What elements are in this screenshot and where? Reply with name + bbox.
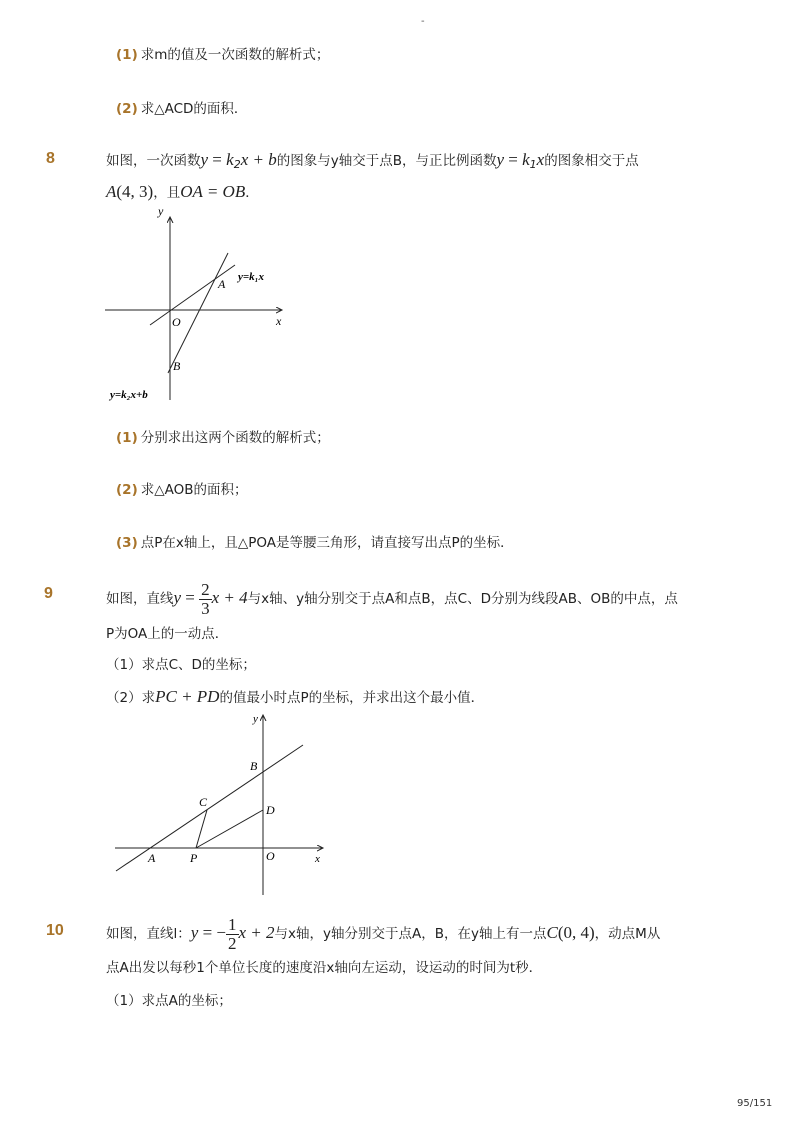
question-number-8: 8 — [46, 150, 55, 167]
math: = — [181, 588, 200, 607]
q7-part-1 — [116, 45, 329, 65]
q8-figure — [100, 205, 300, 405]
line2-label: y=k₂x+b — [110, 389, 148, 401]
fraction-denominator: 2 — [228, 933, 237, 953]
text: 如图，直线l： — [106, 926, 191, 942]
math: x — [536, 150, 545, 169]
question-number-9: 9 — [44, 585, 53, 602]
part-text: 分别求出这两个函数的解析式； — [140, 430, 330, 446]
q8-part-3 — [116, 533, 514, 553]
point-C-label: C — [199, 795, 208, 809]
q8-part-2 — [116, 480, 248, 500]
part-text: 求△ACD的面积． — [140, 101, 248, 117]
line-AB — [116, 745, 303, 871]
math: (4, 3) — [116, 182, 154, 201]
part-text: 求m的值及一次函数的解析式； — [140, 47, 330, 63]
point-A-label: A — [218, 277, 226, 291]
part-number: (1) — [116, 47, 138, 63]
q10-line-2: 点A出发以每秒1个单位长度的速度沿x轴向左运动，设运动的时间为t秒． — [106, 960, 543, 976]
math: = — [208, 150, 227, 169]
q7-part-2 — [116, 99, 247, 119]
text: 如图，一次函数 — [106, 153, 201, 169]
math: PC + PD — [155, 687, 220, 706]
q9-line-2: P为OA上的一动点． — [106, 626, 229, 642]
part-text: 求△AOB的面积； — [140, 482, 248, 498]
math: y — [173, 588, 182, 607]
q9-line-1 — [106, 578, 678, 619]
point-P-label: P — [190, 851, 198, 865]
math: OA = OB — [180, 182, 246, 201]
text: 的值最小时点P的坐标，并求出这个最小值． — [219, 690, 485, 706]
text: （2）求 — [106, 690, 156, 706]
math-subscript: 2 — [233, 158, 241, 171]
q9-part-2 — [106, 687, 484, 708]
page-number: 95/151 — [737, 1098, 773, 1109]
text: 的图象相交于点 — [544, 153, 639, 169]
text: 与x轴、y轴分别交于点A和点B，点C、D分别为线段AB、OB的中点，点 — [247, 591, 678, 607]
line1-label: y=k₁x — [238, 271, 264, 283]
math: x + 2 — [238, 923, 275, 942]
fraction-denominator: 3 — [201, 598, 210, 618]
text: ，且 — [153, 185, 181, 201]
part-number: (2) — [116, 101, 138, 117]
part-number: (2) — [116, 482, 138, 498]
fraction — [199, 581, 212, 618]
text: 与x轴，y轴分别交于点A，B，在y轴上有一点 — [274, 926, 547, 942]
header-mark: - — [421, 16, 425, 27]
text: 的图象与y轴交于点B，与正比例函数 — [276, 153, 497, 169]
point-B-label: B — [173, 359, 181, 373]
origin-label: O — [266, 849, 275, 863]
q8-part-1 — [116, 428, 330, 448]
line-y-k1x — [150, 265, 235, 325]
part-number: (1) — [116, 430, 138, 446]
math: y — [200, 150, 209, 169]
q8-line-1 — [106, 150, 639, 175]
q9-figure — [110, 710, 330, 895]
fraction — [226, 916, 239, 953]
text: ，动点M从 — [594, 926, 661, 942]
math: k — [522, 150, 530, 169]
y-axis-label: y — [158, 205, 164, 218]
math: x + b — [240, 150, 277, 169]
math: y — [496, 150, 505, 169]
y-axis-label: y — [253, 713, 258, 725]
text: ． — [245, 185, 259, 201]
q9-part-1: （1）求点C、D的坐标； — [106, 657, 256, 673]
q10-part-1: （1）求点A的坐标； — [106, 993, 232, 1009]
text: 如图，直线 — [106, 591, 174, 607]
line-y-k2x-b — [168, 253, 228, 373]
math: x + 4 — [211, 588, 248, 607]
origin-label: O — [172, 315, 181, 329]
q10-line-1 — [106, 913, 660, 954]
x-axis-label: x — [276, 314, 282, 328]
segment-PD — [196, 810, 263, 848]
math: (0, 4) — [557, 923, 595, 942]
math: = − — [198, 923, 226, 942]
q8-line-2 — [106, 182, 259, 203]
fraction-numerator: 1 — [228, 914, 237, 934]
part-number: (3) — [116, 535, 138, 551]
point-A-label: A — [148, 851, 156, 865]
math: C — [546, 923, 558, 942]
x-axis-label: x — [315, 853, 320, 865]
math: y — [190, 923, 199, 942]
point-B-label: B — [250, 759, 258, 773]
math: A — [106, 182, 117, 201]
fraction-numerator: 2 — [201, 579, 210, 599]
math: = — [504, 150, 523, 169]
point-D-label: D — [266, 803, 275, 817]
math: k — [226, 150, 234, 169]
math-subscript: 1 — [529, 158, 537, 171]
part-text: 点P在x轴上，且△POA是等腰三角形，请直接写出点P的坐标． — [140, 535, 514, 551]
question-number-10: 10 — [46, 922, 64, 939]
